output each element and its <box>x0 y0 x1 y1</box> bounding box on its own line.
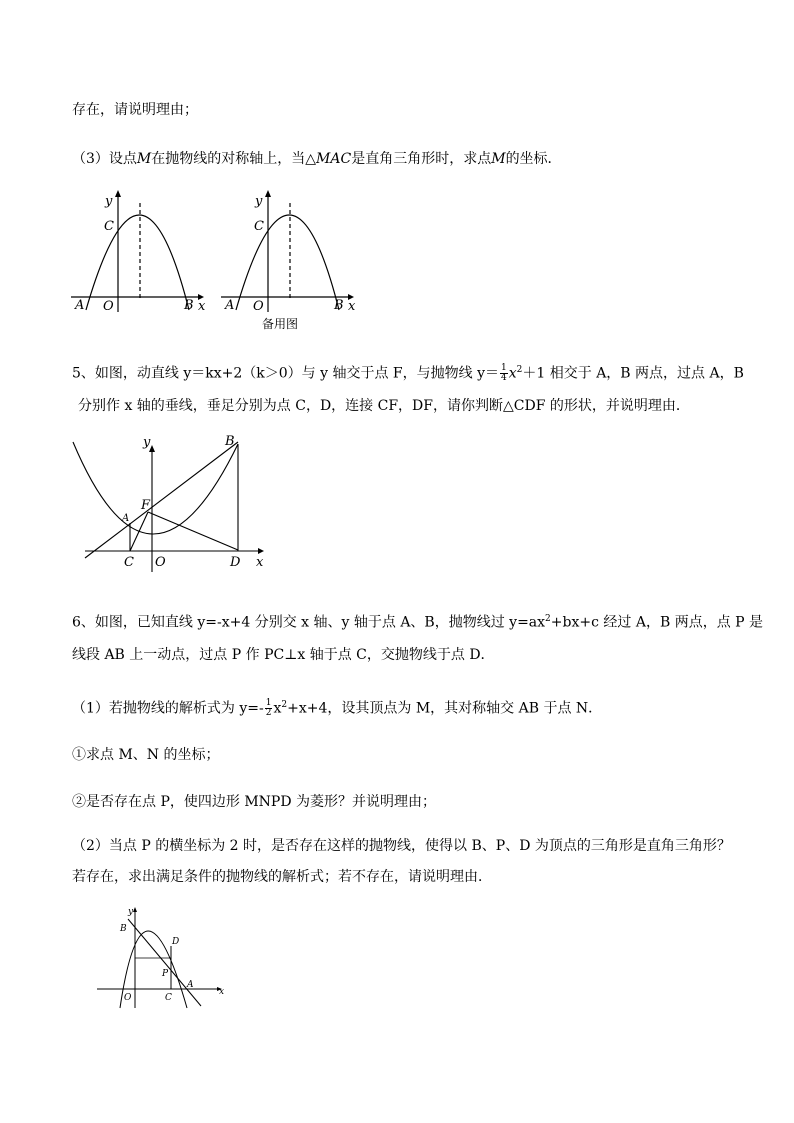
parabola-curve <box>73 442 238 534</box>
y-arrow <box>115 190 121 197</box>
parabola-diagram-left <box>71 190 206 314</box>
q3-mac: MAC <box>316 151 352 167</box>
question-6-part1 <box>72 695 602 719</box>
label-p: P <box>162 969 169 979</box>
q3-mid2: 是直角三角形时，求点 <box>351 151 492 167</box>
figure-caption-spare: 备用图 <box>262 317 299 331</box>
fraction-half: $\frac{1}{2}$ <box>265 698 272 719</box>
parabola-curve <box>86 215 189 310</box>
label-c: C <box>165 993 172 1003</box>
fraction-quarter: $\frac{1}{4}$ <box>501 363 507 384</box>
label-f: F <box>141 498 151 513</box>
question-5-line1 <box>72 360 744 384</box>
question-6-line1 <box>72 609 763 633</box>
parabola-curve <box>236 215 339 310</box>
text-line-p1: 存在，请说明理由； <box>72 102 198 118</box>
segment-fd <box>148 512 238 550</box>
label-y: y <box>143 435 151 450</box>
q5-line1-a: 5、如图，动直线 y＝kx+2（k＞0）与 y 轴交于点 F，与抛物线 y＝ <box>72 365 500 382</box>
q6-exp1: 2 <box>545 614 551 624</box>
question-5-line2: 分别作 x 轴的垂线，垂足分别为点 C，D，连接 CF，DF，请你判断△CDF 的形状，并说明理由． <box>78 398 690 414</box>
label-y: y <box>105 194 113 209</box>
q3-suffix: 的坐标． <box>505 151 562 167</box>
label-x: x <box>198 299 206 314</box>
question-6-line2: 线段 AB 上一动点，过点 P 作 PC⊥x 轴于点 C，交抛物线于点 D． <box>72 647 495 663</box>
label-c: C <box>254 219 264 234</box>
label-b: B <box>225 434 235 449</box>
question-3 <box>72 149 562 169</box>
label-o: O <box>124 993 132 1003</box>
q3-prefix: （3）设点 <box>72 151 137 167</box>
label-b: B <box>334 298 344 313</box>
label-o: O <box>253 299 264 314</box>
figure-line-ab-parabola <box>95 902 230 1012</box>
q6-1-suffix: +x+4，设其顶点为 M，其对称轴交 AB 于点 N． <box>287 700 603 717</box>
question-6-sub1: ①求点 M、N 的坐标； <box>72 747 220 763</box>
segment-cf <box>130 512 148 551</box>
q3-m1: M <box>136 151 152 167</box>
x-arrow <box>258 548 264 554</box>
label-a: A <box>187 980 194 990</box>
label-y: y <box>255 194 263 209</box>
question-6-part2-line2: 若存在，求出满足条件的抛物线的解析式；若不存在，请说明理由． <box>72 869 492 885</box>
q6-line1-a: 6、如图，已知直线 y=-x+4 分别交 x 轴、y 轴于点 A、B，抛物线过 y=ax <box>72 614 546 631</box>
label-c: C <box>124 555 134 570</box>
label-a: A <box>75 298 85 313</box>
label-x: x <box>256 555 264 570</box>
q6-1-exp: 2 <box>281 700 288 710</box>
label-a: A <box>225 298 235 313</box>
y-arrow <box>133 907 137 912</box>
q3-m2: M <box>491 151 506 167</box>
label-o: O <box>103 299 114 314</box>
parabola-diagram-right <box>221 190 356 314</box>
label-a: A <box>122 513 130 524</box>
q5-exp: 2 <box>516 365 523 375</box>
figure-parabola-pair <box>66 185 366 315</box>
label-c: C <box>104 219 114 234</box>
label-b: B <box>184 298 194 313</box>
q6-1-x: x <box>273 700 282 717</box>
q5-line1-b: ＋1 相交于 A，B 两点，过点 A，B <box>522 365 744 382</box>
y-arrow <box>265 190 271 197</box>
question-6-part2-line1: （2）当点 P 的横坐标为 2 时，是否存在这样的抛物线，使得以 B、P、D 为顶点的三角形是直角三角形？ <box>72 838 731 854</box>
label-y: y <box>128 907 134 917</box>
label-x: x <box>348 299 356 314</box>
label-d: D <box>172 937 180 947</box>
label-b: B <box>120 924 127 934</box>
label-x: x <box>219 987 225 997</box>
question-6-sub2: ②是否存在点 P，使四边形 MNPD 为菱形？并说明理由； <box>72 794 436 810</box>
label-o: O <box>155 555 166 570</box>
q6-line1-b: +bx+c 经过 A，B 两点，点 P 是 <box>550 614 764 631</box>
figure-line-parabola <box>70 430 270 575</box>
q3-mid1: 在抛物线的对称轴上，当△ <box>151 151 317 167</box>
q6-1-prefix: （1）若抛物线的解析式为 y=- <box>72 700 264 717</box>
q5-x: x <box>508 365 517 382</box>
label-d: D <box>230 555 241 570</box>
